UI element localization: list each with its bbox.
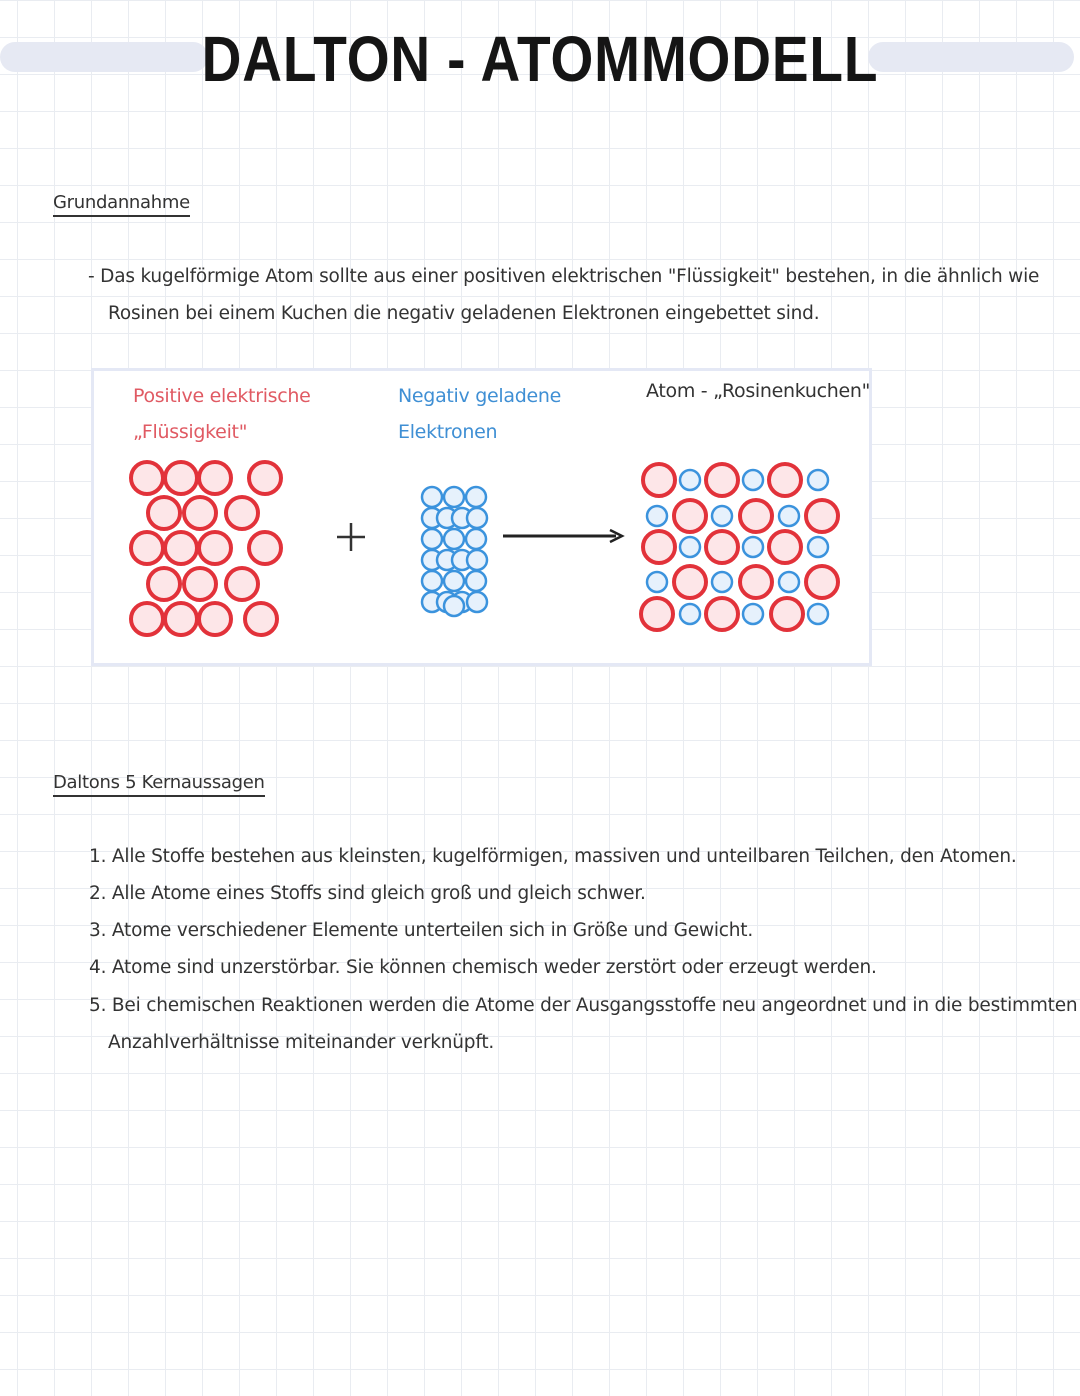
section-heading-kernaussagen: Daltons 5 Kernaussagen bbox=[53, 772, 265, 797]
paragraph-line-1: - Das kugelförmige Atom sollte aus einer positiven elektrischen "Flüssigkeit" bestehen, in die ähnlich wie bbox=[88, 266, 1040, 287]
positive-fluid-label bbox=[133, 378, 311, 450]
page-title: DALTON - ATOMMODELL bbox=[201, 23, 879, 95]
statement-4: 4. Atome sind unzerstörbar. Sie können chemisch weder zerstört oder erzeugt werden. bbox=[89, 957, 877, 978]
electrons-label-line1: Negativ geladene bbox=[398, 385, 561, 407]
section-heading-grundannahme: Grundannahme bbox=[53, 192, 190, 217]
statement-5: 5. Bei chemischen Reaktionen werden die Atome der Ausgangsstoffe neu angeordnet und in die bestimmten bbox=[89, 995, 1078, 1016]
electrons-label-line2: Elektronen bbox=[398, 421, 498, 443]
statement-5-continued: Anzahlverhältnisse miteinander verknüpft. bbox=[108, 1032, 495, 1053]
statement-3: 3. Atome verschiedener Elemente unterteilen sich in Größe und Gewicht. bbox=[89, 920, 754, 941]
statement-2: 2. Alle Atome eines Stoffs sind gleich groß und gleich schwer. bbox=[89, 883, 646, 904]
positive-fluid-label-line2: „Flüssigkeit" bbox=[133, 421, 248, 443]
electrons-label bbox=[398, 378, 561, 450]
atom-label: Atom - „Rosinenkuchen" bbox=[646, 380, 871, 402]
paragraph-line-2: Rosinen bei einem Kuchen die negativ geladenen Elektronen eingebettet sind. bbox=[108, 303, 820, 324]
statement-1: 1. Alle Stoffe bestehen aus kleinsten, kugelförmigen, massiven und unteilbaren Teilchen, den Atomen. bbox=[89, 846, 1017, 867]
positive-fluid-label-line1: Positive elektrische bbox=[133, 385, 311, 407]
